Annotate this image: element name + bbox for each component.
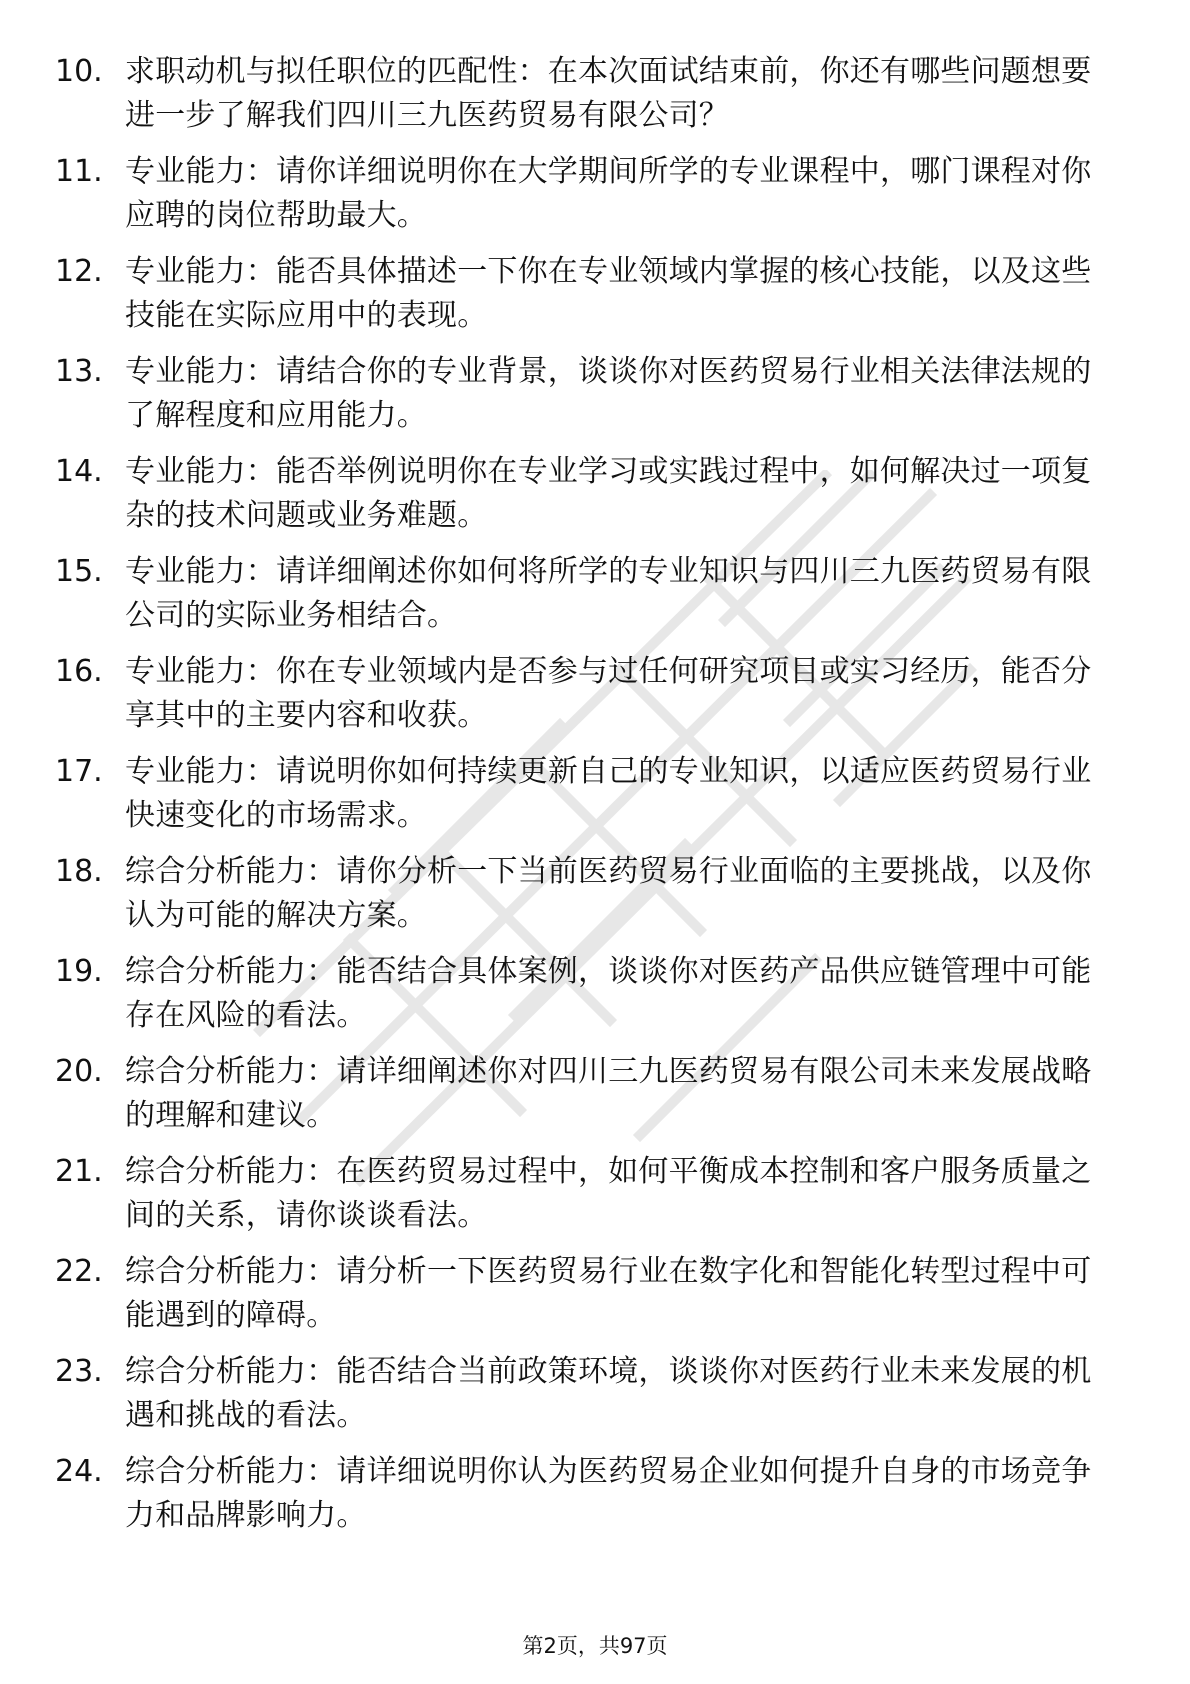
- question-text: 综合分析能力：请你分析一下当前医药贸易行业面临的主要挑战，以及你认为可能的解决方案。: [125, 854, 1092, 933]
- question-text: 求职动机与拟任职位的匹配性：在本次面试结束前，你还有哪些问题想要进一步了解我们四川三九医药贸易有限公司？: [125, 54, 1092, 133]
- question-number: 10.: [55, 54, 103, 89]
- question-item-23: [55, 1350, 1115, 1450]
- question-item-11: [55, 150, 1115, 250]
- question-text: 综合分析能力：请详细阐述你对四川三九医药贸易有限公司未来发展战略的理解和建议。: [125, 1054, 1092, 1133]
- question-item-24: [55, 1450, 1115, 1550]
- question-number: 15.: [55, 554, 103, 589]
- question-item-17: [55, 750, 1115, 850]
- question-text: 专业能力：请详细阐述你如何将所学的专业知识与四川三九医药贸易有限公司的实际业务相结合。: [125, 554, 1092, 633]
- question-item-13: [55, 350, 1115, 450]
- question-number: 16.: [55, 654, 103, 689]
- question-item-10: [55, 50, 1115, 150]
- question-item-16: [55, 650, 1115, 750]
- question-number: 22.: [55, 1254, 103, 1289]
- question-item-21: [55, 1150, 1115, 1250]
- question-number: 13.: [55, 354, 103, 389]
- question-text: 专业能力：请说明你如何持续更新自己的专业知识，以适应医药贸易行业快速变化的市场需求。: [125, 754, 1092, 833]
- question-text: 综合分析能力：请分析一下医药贸易行业在数字化和智能化转型过程中可能遇到的障碍。: [125, 1254, 1092, 1333]
- question-number: 19.: [55, 954, 103, 989]
- question-number: 18.: [55, 854, 103, 889]
- question-number: 24.: [55, 1454, 103, 1489]
- question-number: 20.: [55, 1054, 103, 1089]
- question-text: 综合分析能力：能否结合具体案例，谈谈你对医药产品供应链管理中可能存在风险的看法。: [125, 954, 1092, 1033]
- question-item-15: [55, 550, 1115, 650]
- question-item-22: [55, 1250, 1115, 1350]
- question-item-14: [55, 450, 1115, 550]
- question-number: 14.: [55, 454, 103, 489]
- question-item-18: [55, 850, 1115, 950]
- interview-question-list: [55, 50, 1115, 1550]
- question-text: 专业能力：你在专业领域内是否参与过任何研究项目或实习经历，能否分享其中的主要内容和收获。: [125, 654, 1092, 733]
- question-item-19: [55, 950, 1115, 1050]
- page-footer: 第2页，共97页: [522, 1634, 668, 1658]
- question-text: 综合分析能力：能否结合当前政策环境，谈谈你对医药行业未来发展的机遇和挑战的看法。: [125, 1354, 1092, 1433]
- question-text: 专业能力：请你详细说明你在大学期间所学的专业课程中，哪门课程对你应聘的岗位帮助最大。: [125, 154, 1092, 233]
- question-number: 17.: [55, 754, 103, 789]
- question-number: 23.: [55, 1354, 103, 1389]
- question-text: 专业能力：能否具体描述一下你在专业领域内掌握的核心技能，以及这些技能在实际应用中的表现。: [125, 254, 1092, 333]
- question-item-20: [55, 1050, 1115, 1150]
- question-number: 12.: [55, 254, 103, 289]
- question-text: 专业能力：请结合你的专业背景，谈谈你对医药贸易行业相关法律法规的了解程度和应用能力。: [125, 354, 1092, 433]
- question-text: 专业能力：能否举例说明你在专业学习或实践过程中，如何解决过一项复杂的技术问题或业务难题。: [125, 454, 1092, 533]
- question-text: 综合分析能力：在医药贸易过程中，如何平衡成本控制和客户服务质量之间的关系，请你谈谈看法。: [125, 1154, 1092, 1233]
- question-item-12: [55, 250, 1115, 350]
- question-number: 11.: [55, 154, 103, 189]
- question-number: 21.: [55, 1154, 103, 1189]
- question-text: 综合分析能力：请详细说明你认为医药贸易企业如何提升自身的市场竞争力和品牌影响力。: [125, 1454, 1092, 1533]
